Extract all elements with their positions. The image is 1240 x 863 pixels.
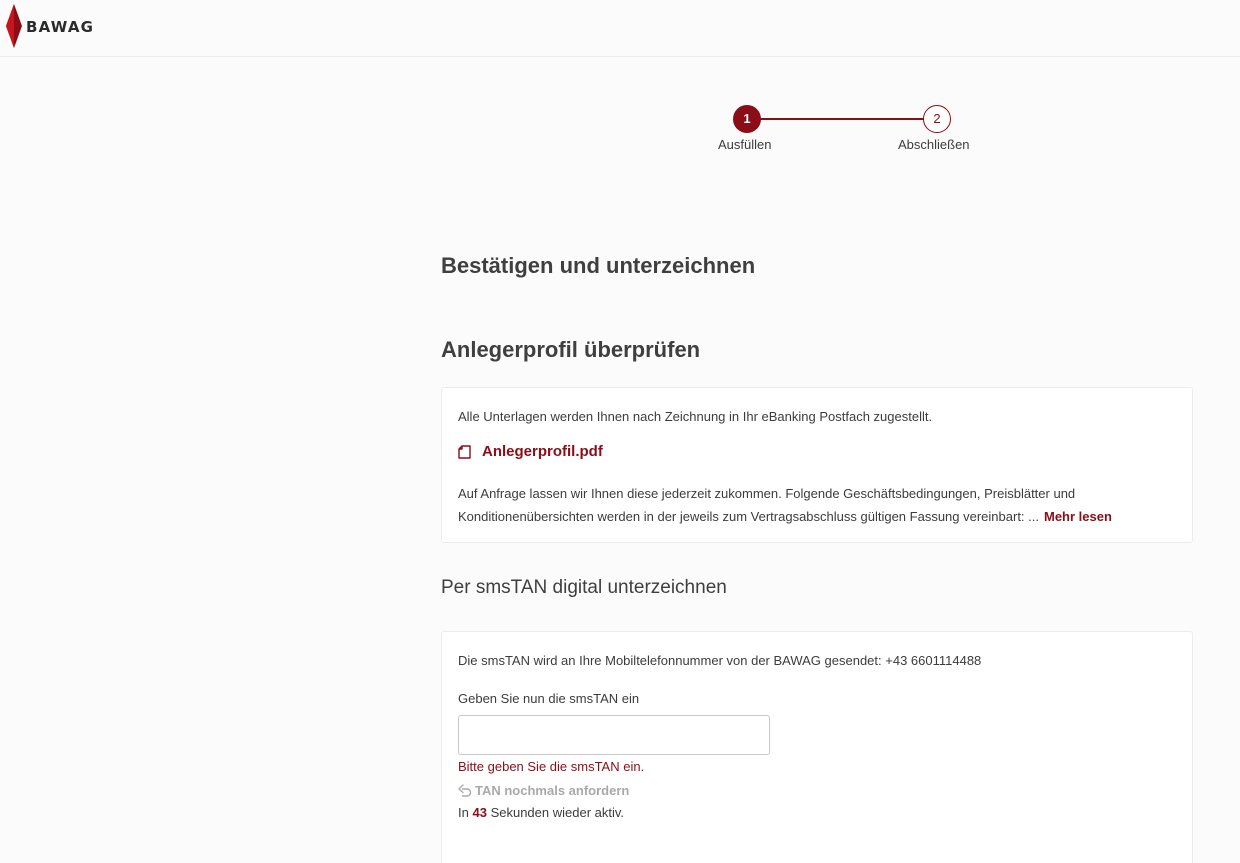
step-2-label: Abschließen <box>898 137 970 152</box>
brand-name: BAWAG <box>26 18 95 36</box>
tan-input-label: Geben Sie nun die smsTAN ein <box>458 691 640 706</box>
bawag-logo[interactable] <box>5 4 94 48</box>
header <box>0 0 1240 57</box>
pdf-link[interactable] <box>458 443 603 460</box>
page-title: Bestätigen und unterzeichnen <box>441 253 756 278</box>
progress-stepper <box>700 104 1000 164</box>
read-more-link[interactable]: Mehr lesen <box>1044 509 1112 524</box>
countdown-prefix: In <box>458 805 469 820</box>
step-1-circle: 1 <box>733 105 761 133</box>
sign-intro: Die smsTAN wird an Ihre Mobiltelefonnummer von der BAWAG gesendet: +43 6601114488 <box>458 653 982 668</box>
countdown-seconds: 43 <box>472 805 487 820</box>
undo-icon <box>458 784 472 797</box>
tan-error-message: Bitte geben Sie die smsTAN ein. <box>458 759 645 774</box>
resend-tan-button[interactable] <box>458 783 629 798</box>
profile-card <box>441 387 1193 543</box>
document-icon <box>458 445 471 459</box>
pdf-link-label[interactable]: Anlegerprofil.pdf <box>482 443 603 460</box>
sign-heading: Per smsTAN digital unterzeichnen <box>441 577 727 598</box>
profile-intro: Alle Unterlagen werden Ihnen nach Zeichnung in Ihr eBanking Postfach zugestellt. <box>458 409 933 424</box>
resend-tan-label: TAN nochmals anfordern <box>475 783 630 798</box>
profile-body <box>458 482 1178 528</box>
profile-heading: Anlegerprofil überprüfen <box>441 337 701 362</box>
countdown-suffix: Sekunden wieder aktiv. <box>490 805 625 820</box>
step-1-label: Ausfüllen <box>718 137 772 152</box>
bawag-diamond-icon <box>5 4 23 48</box>
resend-countdown <box>458 805 624 820</box>
sign-card <box>441 631 1193 863</box>
smstan-input[interactable] <box>458 715 770 755</box>
profile-body-text: Auf Anfrage lassen wir Ihnen diese jederzeit zukommen. Folgende Geschäftsbedingungen, Preisblätter und Konditionenübersichten werden in der jeweils zum Vertragsabschluss gültigen Fassung vereinbart: ... <box>458 486 1076 524</box>
step-2-circle: 2 <box>923 105 951 133</box>
step-connector <box>747 118 937 120</box>
